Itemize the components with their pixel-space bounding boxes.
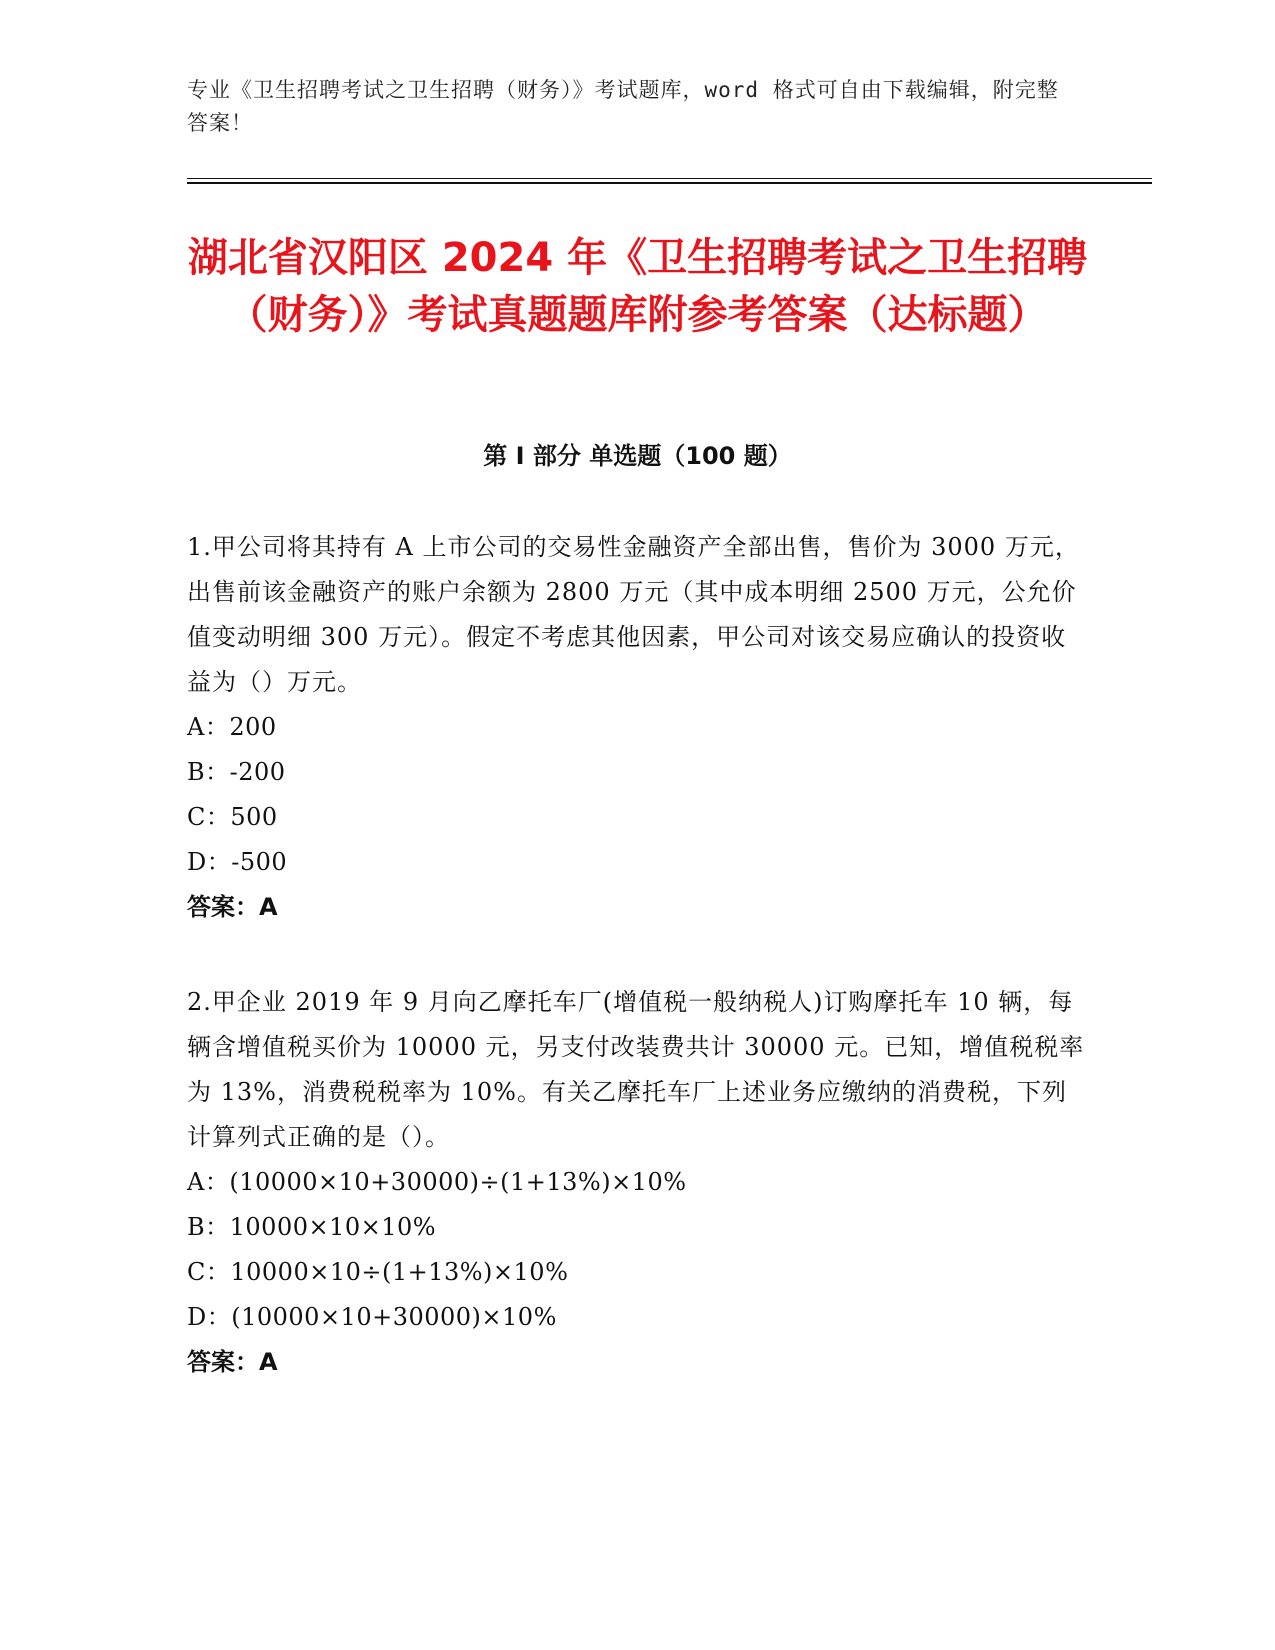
option-c: C：10000×10÷(1+13%)×10%: [187, 1258, 569, 1286]
option-d: D：(10000×10+30000)×10%: [187, 1303, 557, 1331]
option-c: C：500: [187, 803, 278, 831]
header-divider-thin: [187, 178, 1152, 179]
option-b: B：10000×10×10%: [187, 1213, 437, 1241]
question-stem: 2.甲企业 2019 年 9 月向乙摩托车厂(增值税一般纳税人)订购摩托车 10 辆，每辆含增值税买价为 10000 元，另支付改装费共计 30000 元。已知，增值税税率为 13%，消费税税率为 10%。有关乙摩托车厂上述业务应缴纳的消费税，下列计算列式正确的是（）。: [187, 988, 1085, 1151]
section-title: 第 I 部分 单选题（100 题）: [483, 442, 792, 470]
answer: 答案：A: [187, 893, 278, 921]
option-a: A：(10000×10+30000)÷(1+13%)×10%: [187, 1168, 687, 1196]
question-2: [187, 980, 1087, 1385]
option-d: D：-500: [187, 848, 288, 876]
document-title: 湖北省汉阳区 2024 年《卫生招聘考试之卫生招聘（财务）》考试真题题库附参考答案（达标题）: [187, 235, 1088, 338]
answer: 答案：A: [187, 1348, 278, 1376]
question-stem: 1.甲公司将其持有 A 上市公司的交易性金融资产全部出售，售价为 3000 万元，出售前该金融资产的账户余额为 2800 万元（其中成本明细 2500 万元，公允价值变动明细 300 万元）。假定不考虑其他因素，甲公司对该交易应确认的投资收益为（）万元。: [187, 533, 1080, 696]
header-note: 专业《卫生招聘考试之卫生招聘（财务）》考试题库，word 格式可自由下载编辑，附完整答案！: [187, 78, 1059, 135]
option-a: A：200: [187, 713, 277, 741]
header-divider-thick: [187, 182, 1152, 184]
question-1: [187, 525, 1087, 930]
option-b: B：-200: [187, 758, 286, 786]
